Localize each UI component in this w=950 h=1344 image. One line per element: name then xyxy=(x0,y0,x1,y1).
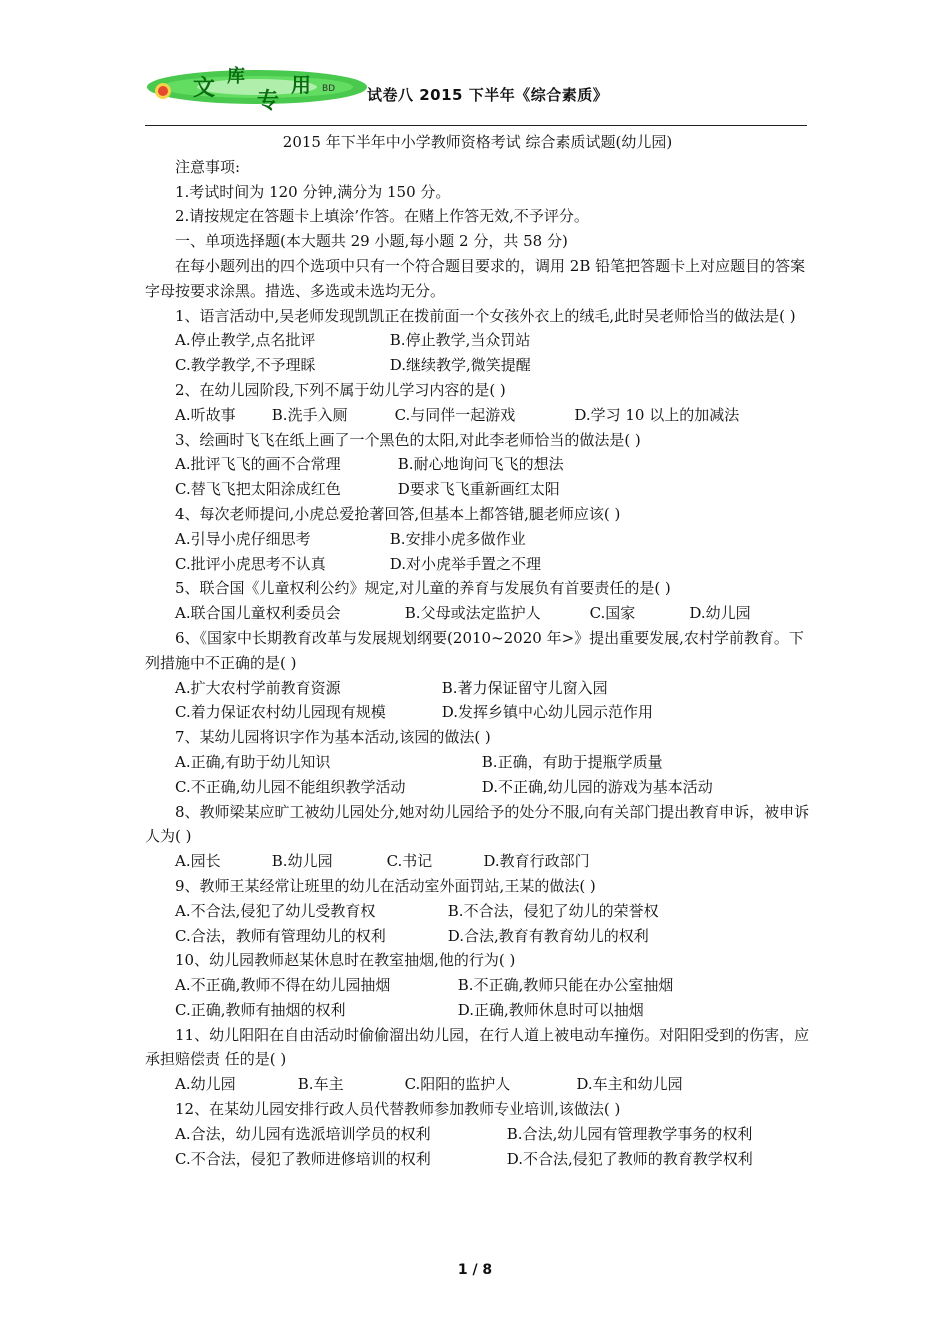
question xyxy=(145,378,810,428)
question-stem: 10、幼儿园教师赵某休息时在教室抽烟,他的行为( ) xyxy=(175,951,516,970)
option: B.合法,幼儿园有管理教学事务的权利 xyxy=(506,1124,753,1143)
option: A.引导小虎仔细思考 xyxy=(175,529,311,548)
logo-char: 用 xyxy=(291,73,311,97)
logo-small-text: BD xyxy=(322,84,336,94)
option: A.不合法,侵犯了幼儿受教育权 xyxy=(175,901,376,920)
question xyxy=(145,800,810,874)
option-row xyxy=(145,328,810,353)
option-row xyxy=(145,924,810,949)
option: A.扩大农村学前教育资源 xyxy=(175,678,341,697)
option-row xyxy=(145,1122,810,1147)
option: C.教学教学,不予理睬 xyxy=(175,356,316,375)
option: D.教育行政部门 xyxy=(483,852,590,871)
option: B.不合法，侵犯了幼儿的荣誉权 xyxy=(447,901,659,920)
option: A.园长 xyxy=(175,852,221,871)
question xyxy=(145,874,810,948)
option-row xyxy=(145,676,810,701)
section-heading: 一、单项选择题(本大题共 29 小题,每小题 2 分，共 58 分) xyxy=(175,232,568,251)
option-row xyxy=(145,998,810,1023)
question xyxy=(145,1097,810,1171)
question xyxy=(145,304,810,378)
option: C.国家 xyxy=(589,604,636,623)
question-stem: 2、在幼儿园阶段,下列不属于幼儿学习内容的是( ) xyxy=(175,380,506,399)
option: C.不正确,幼儿园不能组织教学活动 xyxy=(175,777,406,796)
option: A.不正确,教师不得在幼儿园抽烟 xyxy=(175,976,391,995)
page-number: 1 / 8 xyxy=(457,1262,493,1278)
option-row xyxy=(145,353,810,378)
option: D.继续教学,微笑提醒 xyxy=(389,356,531,375)
option-row xyxy=(145,1147,810,1172)
option: A.合法，幼儿园有选派培训学员的权利 xyxy=(175,1124,431,1143)
option-row xyxy=(145,700,810,725)
option-row xyxy=(145,403,810,428)
option: D.合法,教育有教育幼儿的权利 xyxy=(447,926,649,945)
option-row xyxy=(145,452,810,477)
option: B.停止教学,当众罚站 xyxy=(389,331,531,350)
option: B.幼儿园 xyxy=(271,852,333,871)
option: C.与同伴一起游戏 xyxy=(394,405,516,424)
option: D.车主和幼儿园 xyxy=(576,1075,683,1094)
notice-heading: 注意事项: xyxy=(175,157,241,176)
option: A.批评飞飞的画不合常理 xyxy=(175,455,341,474)
option: A.正确,有助于幼儿知识 xyxy=(175,752,331,771)
question-stem: 6、《国家中长期教育改革与发展规划纲要(2010~2020 年>》提出重要发展,农村学前教育。下列措施中不正确的是( ) xyxy=(145,628,804,672)
option: D.幼儿园 xyxy=(689,604,751,623)
question-stem: 11、幼儿阳阳在自由活动时偷偷溜出幼儿园，在行人道上被电动车撞伤。对阳阳受到的伤害，应承担赔偿责 任的是( ) xyxy=(145,1025,810,1069)
question-stem: 4、每次老师提问,小虎总爱抢著回答,但基本上都答错,腿老师应该( ) xyxy=(175,504,621,523)
option: C.批评小虎思考不认真 xyxy=(175,554,326,573)
notice-item: 1.考试时间为 120 分钟,满分为 150 分。 xyxy=(175,182,451,201)
option: B.耐心地询问飞飞的想法 xyxy=(397,455,564,474)
option: B.父母或法定监护人 xyxy=(404,604,541,623)
option-row xyxy=(145,849,810,874)
option-row xyxy=(145,601,810,626)
option: B.不正确,教师只能在办公室抽烟 xyxy=(457,976,674,995)
page-header xyxy=(145,62,807,126)
option: A.幼儿园 xyxy=(175,1075,236,1094)
exam-body xyxy=(145,130,810,1171)
question-stem: 9、教师王某经常让班里的幼儿在活动室外面罚站,王某的做法( ) xyxy=(175,876,596,895)
question-stem: 7、某幼儿园将识字作为基本活动,该园的做法( ) xyxy=(175,728,491,747)
option-row xyxy=(145,973,810,998)
notice-item: 2.请按规定在答题卡上填涂’作答。在赌上作答无效,不予评分。 xyxy=(175,207,589,226)
header-title: 试卷八 2015 下半年《综合素质》 xyxy=(367,86,609,104)
question xyxy=(145,948,810,1022)
option: C.正确,教师有抽烟的权利 xyxy=(175,1000,346,1019)
option: C.阳阳的监护人 xyxy=(404,1075,511,1094)
option-row xyxy=(145,775,810,800)
question xyxy=(145,626,810,725)
option-row xyxy=(145,477,810,502)
option: C.不合法，侵犯了教师进修培训的权利 xyxy=(175,1149,431,1168)
question-stem: 1、语言活动中,吴老师发现凯凯正在拨前面一个女孩外衣上的绒毛,此时吴老师恰当的做法是( ) xyxy=(175,306,796,325)
question xyxy=(145,725,810,799)
question-stem: 12、在某幼儿园安排行政人员代替教师参加教师专业培训,该做法( ) xyxy=(175,1100,621,1119)
question xyxy=(145,428,810,502)
option: B.车主 xyxy=(297,1075,344,1094)
option: D.正确,教师休息时可以抽烟 xyxy=(457,1000,644,1019)
option: D.发挥乡镇中心幼儿园示范作用 xyxy=(441,703,654,722)
question-stem: 3、绘画时飞飞在纸上画了一个黑色的太阳,对此李老师恰当的做法是( ) xyxy=(175,430,641,449)
option-row xyxy=(145,1072,810,1097)
logo-char: 文 xyxy=(193,76,216,101)
header-divider xyxy=(145,125,807,126)
option: B.正确，有助于提瓶学质量 xyxy=(481,752,663,771)
option: A.停止教学,点名批评 xyxy=(175,331,316,350)
exam-title: 2015 年下半年中小学教师资格考试 综合素质试题(幼儿园) xyxy=(282,133,673,151)
option: D.学习 10 以上的加减法 xyxy=(574,405,740,424)
option: D.对小虎举手置之不理 xyxy=(389,554,542,573)
question xyxy=(145,1023,810,1097)
option: C.书记 xyxy=(386,852,433,871)
option: D要求飞飞重新画红太阳 xyxy=(397,480,560,499)
option: B.安排小虎多做作业 xyxy=(389,529,526,548)
option: C.着力保证农村幼儿园现有规模 xyxy=(175,703,386,722)
option: C.替飞飞把太阳涂成红色 xyxy=(175,480,341,499)
question-stem: 8、教师梁某应旷工被幼儿园处分,她对幼儿园给予的处分不服,向有关部门提出教育申诉，被申诉人为( ) xyxy=(145,802,810,846)
option-row xyxy=(145,899,810,924)
option-row xyxy=(145,552,810,577)
option: B.著力保证留守儿窗入园 xyxy=(441,678,608,697)
option: A.听故事 xyxy=(175,405,236,424)
question-stem: 5、联合国《儿童权利公约》规定,对儿童的养育与发展负有首要责任的是( ) xyxy=(175,579,671,598)
logo-char: 库 xyxy=(227,66,245,87)
logo-char: 专 xyxy=(257,89,280,112)
section-instruction: 在每小题列出的四个选项中只有一个符合题目要求的，调用 2B 铅笔把答题卡上对应题目的答案 字母按要求涂黑。措选、多选或未选均无分。 xyxy=(145,256,806,300)
option: D.不正确,幼儿园的游戏为基本活动 xyxy=(481,777,713,796)
option-row xyxy=(145,750,810,775)
option: B.洗手入厕 xyxy=(271,405,348,424)
wenku-logo xyxy=(145,62,370,112)
option: D.不合法,侵犯了教师的教育教学权利 xyxy=(506,1149,753,1168)
option-row xyxy=(145,527,810,552)
option: A.联合国儿童权利委员会 xyxy=(175,604,341,623)
question xyxy=(145,502,810,576)
option: C.合法，教师有管理幼儿的权利 xyxy=(175,926,386,945)
question xyxy=(145,576,810,626)
